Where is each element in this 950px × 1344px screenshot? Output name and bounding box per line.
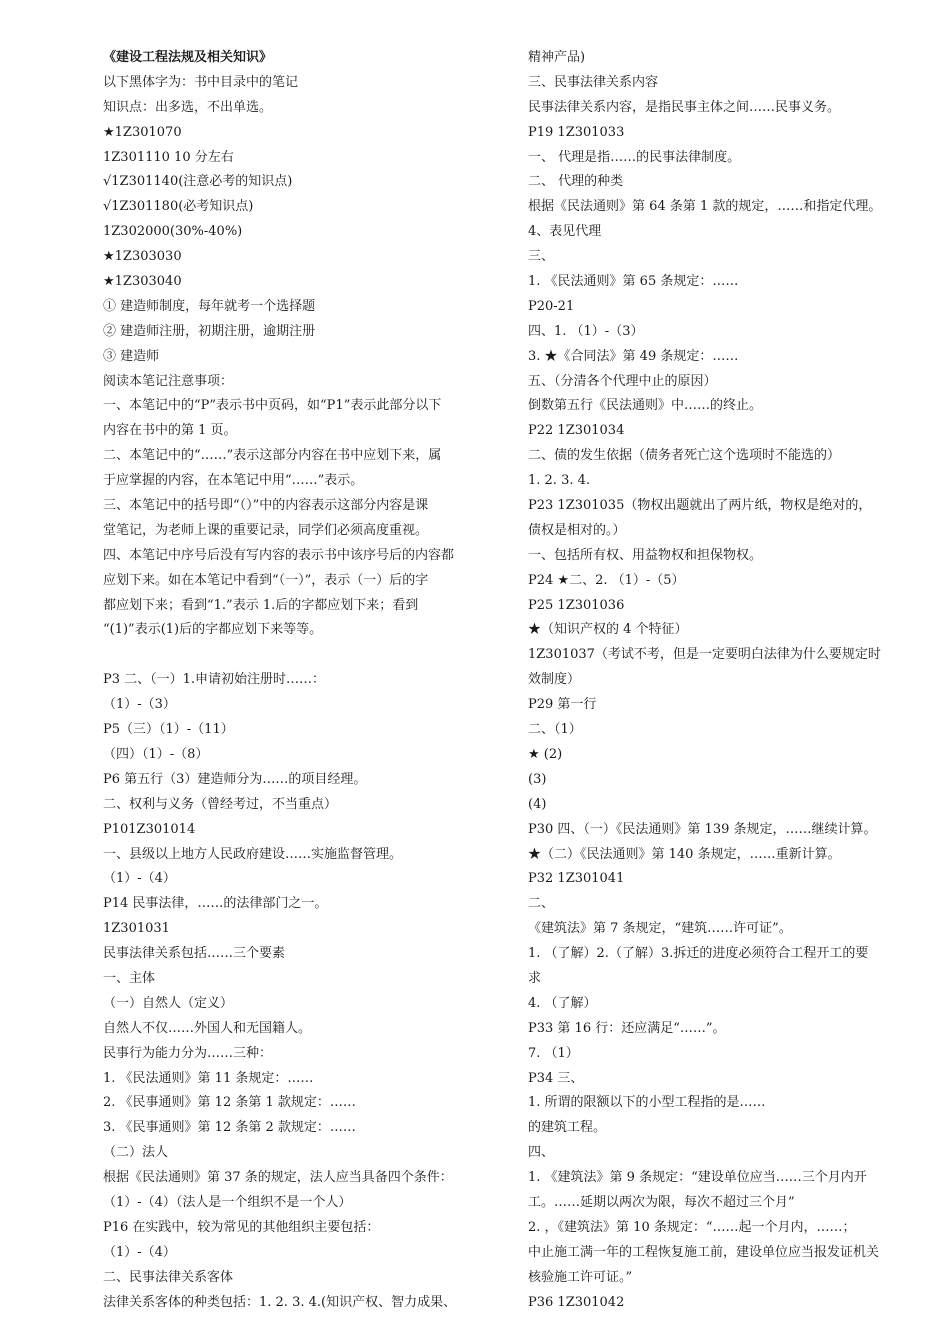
- text-line: 求: [528, 970, 542, 986]
- text-line: P25 1Z301036: [528, 597, 625, 613]
- text-line: 四、: [528, 1145, 555, 1161]
- text-line: 1. 所谓的限额以下的小型工程指的是……: [528, 1095, 766, 1111]
- text-line: 债权是相对的。）: [528, 522, 626, 538]
- text-line: P32 1Z301041: [528, 871, 625, 887]
- text-line: 自然人不仅……外国人和无国籍人。: [103, 1020, 312, 1036]
- text-line: 二、权利与义务（曾经考过，不当重点）: [103, 796, 338, 812]
- text-line: 二、本笔记中的“……”表示这部分内容在书中应划下来，属: [103, 448, 442, 464]
- text-line: （二）法人: [103, 1145, 169, 1161]
- text-line: “(1)”表示(1)后的字都应划下来等等。: [103, 622, 323, 638]
- text-line: 1Z301031: [103, 921, 170, 937]
- text-line: P36 1Z301042: [528, 1294, 625, 1310]
- text-line: P34 三、: [528, 1070, 584, 1086]
- text-line: √1Z301180(必考知识点): [103, 199, 254, 215]
- text-line: 3. ★《合同法》第 49 条规定：……: [528, 348, 739, 364]
- text-line: 《建筑法》第 7 条规定，“建筑……许可证”。: [528, 921, 792, 937]
- text-line: 1Z301110 10 分左右: [103, 149, 234, 165]
- text-line: 倒数第五行《民法通则》中……的终止。: [528, 398, 763, 414]
- text-line: P5（三）（1）-（11）: [103, 722, 234, 738]
- text-line: 工。……延期以两次为限，每次不超过三个月”: [528, 1194, 795, 1210]
- text-line: 2. ，《建筑法》第 10 条规定：“……起一个月内，……；: [528, 1219, 856, 1235]
- text-line: P23 1Z301035（物权出题就出了两片纸，物权是绝对的，: [528, 498, 872, 514]
- text-line: ③ 建造师: [103, 348, 160, 364]
- text-line: 三、: [528, 249, 555, 265]
- text-line: P101Z301014: [103, 821, 196, 837]
- text-line: P22 1Z301034: [528, 423, 625, 439]
- text-line: 法律关系客体的种类包括：1. 2. 3. 4.(知识产权、智力成果、: [103, 1294, 457, 1310]
- text-line: 3. 《民事通则》第 12 条第 2 款规定：……: [103, 1120, 356, 1136]
- text-line: 三、本笔记中的括号即“（）”中的内容表示这部分内容是课: [103, 498, 429, 514]
- text-line: （1）-（4）: [103, 1244, 176, 1260]
- text-line: ★（知识产权的 4 个特征）: [528, 622, 688, 638]
- text-line: （四）（1）-（8）: [103, 746, 209, 762]
- text-line: 三、民事法律关系内容: [528, 74, 659, 90]
- text-line: 7. （1）: [528, 1045, 579, 1061]
- text-line: 1. 《建筑法》第 9 条规定：“建设单位应当……三个月内开: [528, 1170, 867, 1186]
- text-line: 核验施工许可证。”: [528, 1269, 633, 1285]
- text-line: 堂笔记，为老师上课的重要记录，同学们必须高度重视。: [103, 522, 429, 538]
- text-line: P3 二、（一）1.申请初始注册时……：: [103, 672, 326, 688]
- text-line: 1Z301037（考试不考，但是一定要明白法律为什么要规定时: [528, 647, 881, 663]
- text-line: （1）-（4）（法人是一个组织不是一个人）: [103, 1194, 352, 1210]
- text-line: ★1Z303040: [103, 274, 182, 290]
- text-line: 一、包括所有权、用益物权和担保物权。: [528, 547, 763, 563]
- text-line: 1. 《民法通则》第 11 条规定：……: [103, 1070, 314, 1086]
- text-line: P24 ★二、2. （1）-（5）: [528, 572, 685, 588]
- text-line: 二、: [528, 896, 555, 912]
- text-line: 四、本笔记中序号后没有写内容的表示书中该序号后的内容都: [103, 547, 455, 563]
- text-line: 效制度）: [528, 672, 581, 688]
- text-line: 二、 代理的种类: [528, 174, 624, 190]
- text-line: （1）-（4）: [103, 871, 176, 887]
- left-column: [103, 46, 503, 1315]
- text-line: 一、县级以上地方人民政府建设……实施监督管理。: [103, 846, 403, 862]
- text-line: 二、债的发生依据（债务者死亡这个选项时不能选的）: [528, 448, 841, 464]
- text-line: (4): [528, 796, 547, 812]
- text-line: ★（二）《民法通则》第 140 条规定，……重新计算。: [528, 846, 841, 862]
- text-line: 一、本笔记中的“P”表示书中页码，如“P1”表示此部分以下: [103, 398, 442, 414]
- text-line: ★ (2): [528, 746, 563, 762]
- text-line: (3): [528, 771, 547, 787]
- text-line: 4、表见代理: [528, 224, 602, 240]
- text-line: 《建设工程法规及相关知识》: [103, 50, 273, 65]
- text-line: P19 1Z301033: [528, 124, 625, 140]
- right-column: [528, 46, 928, 1315]
- text-line: ★1Z301070: [103, 124, 182, 140]
- text-line: 以下黑体字为：书中目录中的笔记: [103, 74, 299, 90]
- text-line: P14 民事法律，……的法律部门之一。: [103, 896, 328, 912]
- text-line: （一）自然人（定义）: [103, 995, 234, 1011]
- text-line: P20-21: [528, 298, 575, 314]
- text-line: 四、1. （1）-（3）: [528, 323, 644, 339]
- text-line: 一、 代理是指……的民事法律制度。: [528, 149, 741, 165]
- text-line: 于应掌握的内容，在本笔记中用“……”表示。: [103, 473, 364, 489]
- text-line: 民事行为能力分为……三种：: [103, 1045, 273, 1061]
- text-line: 应划下来。如在本笔记中看到“（一）”，表示（一）后的字: [103, 572, 429, 588]
- text-line: P6 第五行（3）建造师分为……的项目经理。: [103, 771, 367, 787]
- text-line: 中止施工满一年的工程恢复施工前，建设单位应当报发证机关: [528, 1244, 880, 1260]
- text-line: ★1Z303030: [103, 249, 182, 265]
- text-line: 1Z302000(30%-40%): [103, 224, 243, 240]
- text-line: 1. （了解）2.（了解）3.拆迁的进度必须符合工程开工的要: [528, 946, 869, 962]
- text-line: [103, 643, 503, 668]
- text-line: 内容在书中的第 1 页。: [103, 423, 237, 439]
- text-line: 的建筑工程。: [528, 1120, 607, 1136]
- text-line: ① 建造师制度，每年就考一个选择题: [103, 298, 316, 314]
- text-line: 4. （了解）: [528, 995, 597, 1011]
- text-line: P33 第 16 行：还应满足“……”。: [528, 1020, 726, 1036]
- text-line: 二、民事法律关系客体: [103, 1269, 234, 1285]
- text-line: 根据《民法通则》第 64 条第 1 款的规定，……和指定代理。: [528, 199, 882, 215]
- text-line: ② 建造师注册，初期注册，逾期注册: [103, 323, 316, 339]
- text-line: （1）-（3）: [103, 697, 176, 713]
- text-line: P30 四、（一）《民法通则》第 139 条规定，……继续计算。: [528, 821, 877, 837]
- text-line: 知识点：出多选，不出单选。: [103, 99, 273, 115]
- text-line: 都应划下来；看到“1.”表示 1.后的字都应划下来；看到: [103, 597, 419, 613]
- text-line: 精神产品): [528, 50, 586, 65]
- text-line: √1Z301140(注意必考的知识点): [103, 174, 293, 190]
- text-line: 民事法律关系内容，是指民事主体之间……民事义务。: [528, 99, 841, 115]
- text-line: 一、主体: [103, 970, 156, 986]
- text-line: 2. 《民事通则》第 12 条第 1 款规定：……: [103, 1095, 356, 1111]
- text-line: P29 第一行: [528, 697, 597, 713]
- text-line: 根据《民法通则》第 37 条的规定，法人应当具备四个条件：: [103, 1170, 453, 1186]
- text-line: 五、（分清各个代理中止的原因）: [528, 373, 717, 389]
- text-line: P16 在实践中，较为常见的其他组织主要包括：: [103, 1219, 380, 1235]
- text-line: 二、（1）: [528, 722, 582, 738]
- text-line: 1. 《民法通则》第 65 条规定：……: [528, 274, 739, 290]
- text-line: 民事法律关系包括……三个要素: [103, 946, 286, 962]
- text-line: 阅读本笔记注意事项：: [103, 373, 234, 389]
- text-line: 1. 2. 3. 4.: [528, 473, 591, 489]
